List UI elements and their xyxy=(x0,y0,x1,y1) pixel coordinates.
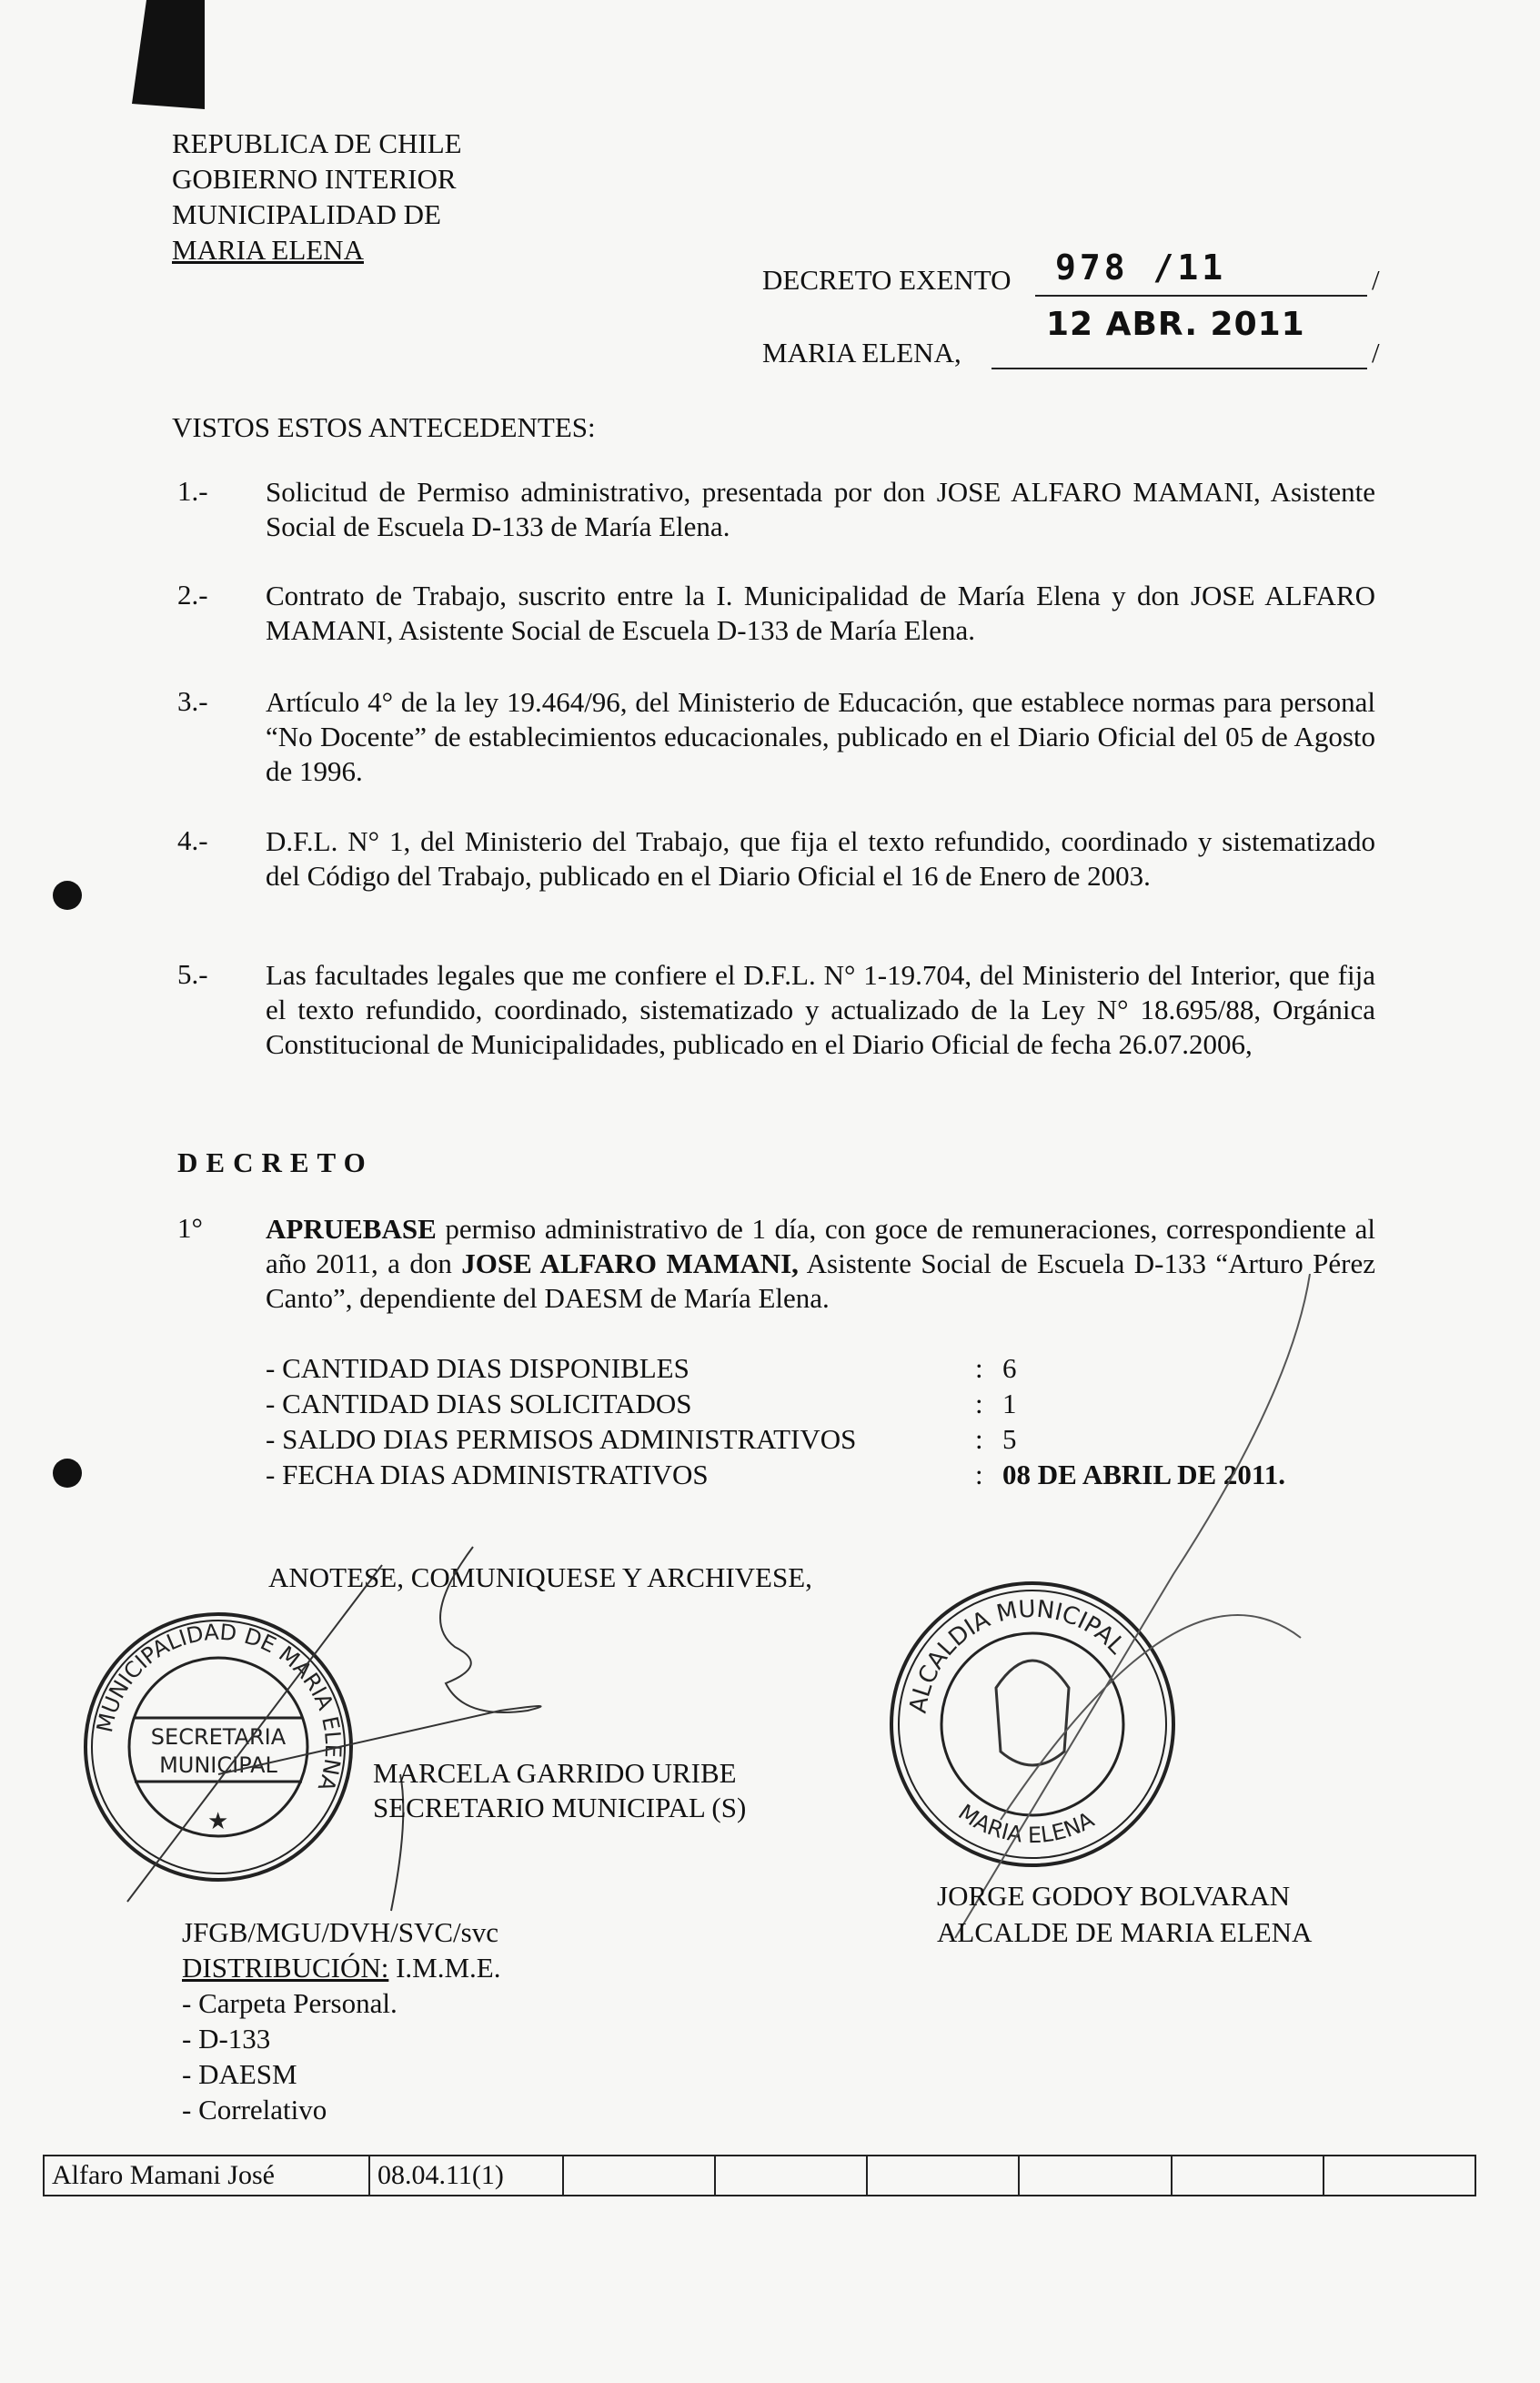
item-number: 5.- xyxy=(177,958,208,990)
colon: : xyxy=(975,1351,983,1384)
place-label: MARIA ELENA, xyxy=(762,337,961,369)
colon: : xyxy=(975,1458,983,1490)
decree-label: DECRETO EXENTO xyxy=(762,264,1012,296)
signatory-name: MARCELA GARRIDO URIBE xyxy=(373,1757,737,1789)
seal-bottom-text: MARIA ELENA xyxy=(953,1799,1099,1849)
distribution-header xyxy=(182,1950,500,1985)
right-signatory xyxy=(937,1878,1312,1951)
article-text-b: Asistente Social de Escuela D-133 “Arturo Pérez Canto”, dependiente del DAESM de María Elena. xyxy=(266,1247,1375,1314)
item-text: Artículo 4° de la ley 19.464/96, del Ministerio de Educación, que establece normas para personal “No Docente” de establecimientos educacionales, publicado en el Diario Oficial del 05 de Agosto de 1996. xyxy=(266,686,1375,787)
distribution-item: - Correlativo xyxy=(182,2094,327,2126)
article-number: 1° xyxy=(177,1212,203,1244)
detail-value: 1 xyxy=(1002,1387,1017,1419)
detail-value: 08 DE ABRIL DE 2011. xyxy=(1002,1458,1285,1490)
signatory-name: JORGE GODOY BOLVARAN xyxy=(937,1880,1291,1912)
decree-number-stamp: 978 /11 xyxy=(1055,247,1227,288)
distribution-item: - DAESM xyxy=(182,2058,297,2090)
scan-mark xyxy=(132,0,205,109)
header-line: MARIA ELENA xyxy=(172,234,364,266)
punch-hole xyxy=(53,1459,82,1488)
approve-word: APRUEBASE xyxy=(266,1213,437,1245)
slash: / xyxy=(1372,337,1380,369)
header-line: REPUBLICA DE CHILE xyxy=(172,127,462,159)
detail-label: - CANTIDAD DIAS SOLICITADOS xyxy=(266,1387,692,1419)
colon: : xyxy=(975,1387,983,1419)
decreto-title: DECRETO xyxy=(177,1146,374,1178)
signature xyxy=(946,1274,1346,1947)
header-line: MUNICIPALIDAD DE xyxy=(172,198,441,230)
table-cell xyxy=(563,2156,715,2196)
reference-table xyxy=(43,2155,1476,2196)
punch-hole xyxy=(53,881,82,910)
article-text-a: permiso administrativo de 1 día, con goce de remuneraciones, correspondiente al año 2011, a don xyxy=(266,1213,1375,1279)
table-cell: Alfaro Mamani José xyxy=(44,2156,369,2196)
left-signatory xyxy=(373,1756,746,1825)
signature xyxy=(118,1529,628,1947)
distribution xyxy=(182,1914,500,2127)
item-number: 1.- xyxy=(177,475,208,507)
date-line xyxy=(991,368,1367,369)
table-cell xyxy=(1019,2156,1171,2196)
signatory-title: ALCALDE DE MARIA ELENA xyxy=(937,1916,1313,1948)
vistos-title: VISTOS ESTOS ANTECEDENTES: xyxy=(172,411,596,443)
distribution-value: I.M.M.E. xyxy=(388,1952,501,1984)
item-number: 2.- xyxy=(177,579,208,611)
seal-inner-text: MUNICIPAL xyxy=(159,1752,277,1778)
header-line: GOBIERNO INTERIOR xyxy=(172,163,457,195)
detail-label: - CANTIDAD DIAS DISPONIBLES xyxy=(266,1351,689,1384)
table-cell xyxy=(1324,2156,1475,2196)
star-icon: ★ xyxy=(207,1808,229,1834)
colon: : xyxy=(975,1422,983,1455)
detail-value: 5 xyxy=(1002,1422,1017,1455)
table-cell: 08.04.11(1) xyxy=(369,2156,563,2196)
detail-label: - SALDO DIAS PERMISOS ADMINISTRATIVOS xyxy=(266,1422,857,1455)
decree-number-line xyxy=(1035,295,1367,297)
item-text: Contrato de Trabajo, suscrito entre la I. Municipalidad de María Elena y don JOSE ALFARO MAMANI, Asistente Social de Escuela D-133 de María Elena. xyxy=(266,580,1375,646)
item-text: Solicitud de Permiso administrativo, presentada por don JOSE ALFARO MAMANI, Asistente Social de Escuela D-133 de María Elena. xyxy=(266,476,1375,542)
employee-name: JOSE ALFARO MAMANI, xyxy=(461,1247,799,1279)
detail-value: 6 xyxy=(1002,1351,1017,1384)
letterhead xyxy=(172,126,462,268)
slash: / xyxy=(1372,264,1380,296)
distribution-label: DISTRIBUCIÓN: xyxy=(182,1952,389,1984)
item-number: 3.- xyxy=(177,685,208,717)
table-cell xyxy=(867,2156,1019,2196)
seal-inner-text: SECRETARIA xyxy=(150,1724,287,1750)
signatory-title: SECRETARIO MUNICIPAL (S) xyxy=(373,1792,747,1823)
item-text: D.F.L. N° 1, del Ministerio del Trabajo, que fija el texto refundido, coordinado y sistematizado del Código del Trabajo, publicado en el Diario Oficial el 16 de Enero de 2003. xyxy=(266,825,1375,892)
item-number: 4.- xyxy=(177,824,208,856)
detail-label: - FECHA DIAS ADMINISTRATIVOS xyxy=(266,1458,709,1490)
seal-top-text: ALCALDIA MUNICIPAL xyxy=(904,1595,1131,1716)
table-cell xyxy=(1172,2156,1324,2196)
distribution-item: - Carpeta Personal. xyxy=(182,1987,398,2019)
initials: JFGB/MGU/DVH/SVC/svc xyxy=(182,1916,498,1948)
closing: ANOTESE, COMUNIQUESE Y ARCHIVESE, xyxy=(268,1561,812,1593)
item-text: Las facultades legales que me confiere el D.F.L. N° 1-19.704, del Ministerio del Interior, que fija el texto refundido, coordinado, sistematizado y actualizado de la Ley N° 18.695/88, Orgánica Constitucional de Municipalidades, publicado en el Diario Oficial de fecha 26.07.2006, xyxy=(266,959,1375,1060)
date-stamp: 12 ABR. 2011 xyxy=(1046,306,1305,343)
table-row xyxy=(44,2156,1475,2196)
seal-outer-text: MUNICIPALIDAD DE MARIA ELENA xyxy=(91,1619,347,1794)
table-cell xyxy=(715,2156,867,2196)
distribution-item: - D-133 xyxy=(182,2023,271,2055)
